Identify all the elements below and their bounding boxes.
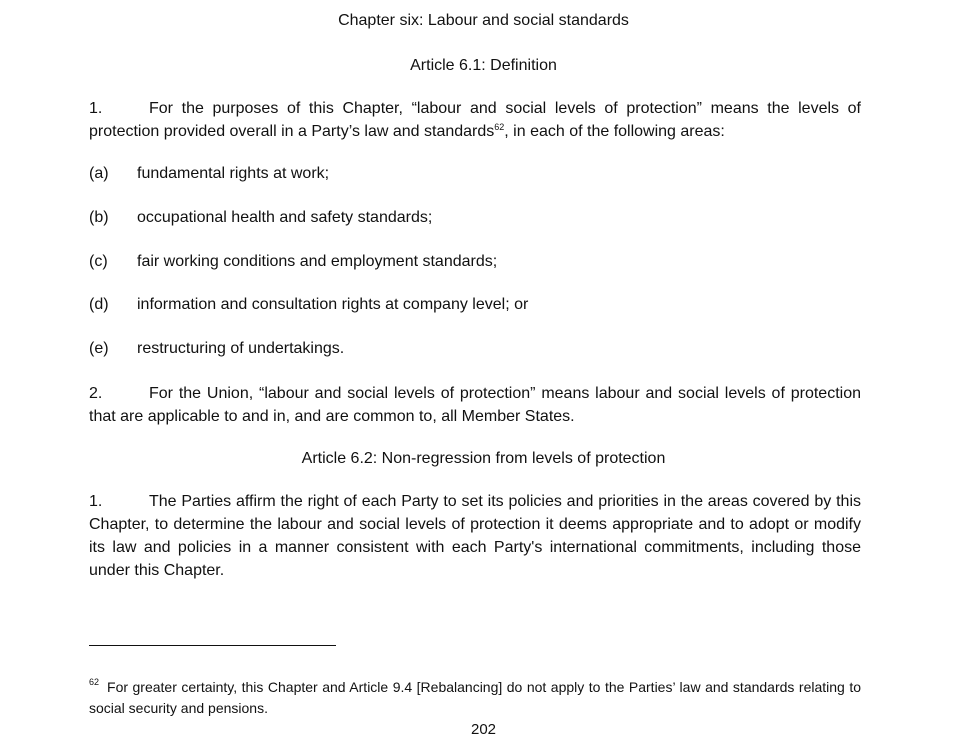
paragraph-text: For the purposes of this Chapter, “labour and social levels of protection” means the levels of protection provided overall in a Party’s law and standards: [89, 100, 861, 140]
chapter-title: Chapter six: Labour and social standards: [338, 12, 629, 29]
article-6-2-paragraph-1: [89, 490, 861, 582]
footnote-separator: [89, 645, 336, 646]
list-item-text: fair working conditions and employment standards;: [137, 253, 498, 270]
article-6-1-heading: Article 6.1: Definition: [410, 57, 557, 74]
list-item-text: restructuring of undertakings.: [137, 340, 345, 357]
list-item-text: fundamental rights at work;: [137, 165, 330, 182]
list-item-label: (e): [89, 340, 109, 357]
list-item-label: (d): [89, 296, 109, 313]
footnote-text: For greater certainty, this Chapter and Article 9.4 [Rebalancing] do not apply to the Parties’ law and standards relating to social security and pensions.: [89, 679, 861, 716]
paragraph-text: The Parties affirm the right of each Party to set its policies and priorities in the areas covered by this Chapter, to determine the labour and social levels of protection it deems appropriate and to adopt or modify its law and policies in a manner consistent with each Party's international commitments, including those under this Chapter.: [89, 493, 861, 579]
list-item-text: occupational health and safety standards;: [137, 209, 433, 226]
footnote: [89, 677, 861, 719]
list-item-text: information and consultation rights at company level; or: [137, 296, 529, 313]
page-number: 202: [470, 721, 497, 738]
paragraph-number: 1.: [89, 100, 103, 117]
list-item-label: (a): [89, 165, 109, 182]
paragraph-number: 1.: [89, 493, 103, 510]
article-6-1-paragraph-2: [89, 382, 861, 428]
footnote-number: 62: [89, 677, 100, 687]
footnote-reference[interactable]: 62: [494, 122, 505, 132]
article-6-2-heading: Article 6.2: Non-regression from levels of protection: [301, 450, 666, 467]
list-item-label: (c): [89, 253, 108, 270]
paragraph-text: For the Union, “labour and social levels of protection” means labour and social levels of protection that are applicable to and in, and are common to, all Member States.: [89, 385, 861, 425]
article-6-1-paragraph-1: [89, 97, 861, 143]
paragraph-number: 2.: [89, 385, 103, 402]
paragraph-text-continued: , in each of the following areas:: [504, 123, 725, 140]
list-item-label: (b): [89, 209, 109, 226]
